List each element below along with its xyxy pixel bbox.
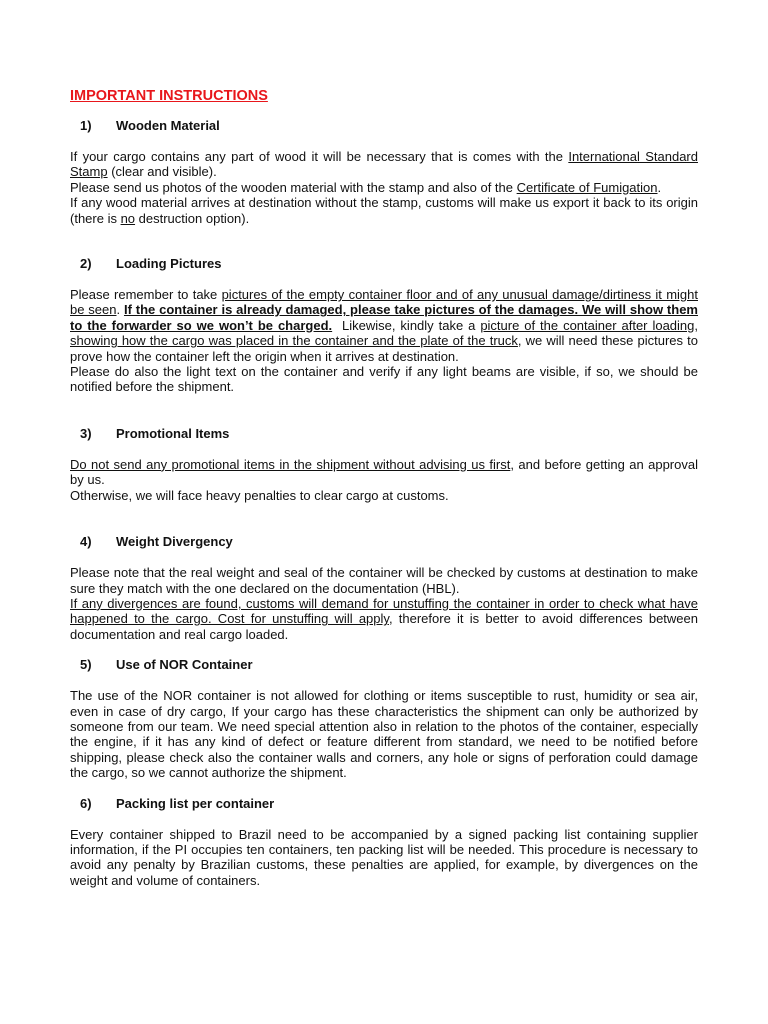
section-number: 5) bbox=[80, 657, 92, 673]
section-nor-container bbox=[70, 657, 698, 780]
text: (clear and visible). bbox=[107, 164, 217, 180]
section-title: Weight Divergency bbox=[116, 534, 233, 550]
bold-underlined-text: If the container is already damaged, please take pictures of the damages. We will show them to the forwarder so we won’t be charged. bbox=[70, 302, 698, 333]
text: Please remember to take bbox=[70, 287, 222, 303]
text: . bbox=[657, 179, 662, 195]
section-number: 1) bbox=[80, 118, 92, 133]
section-heading bbox=[80, 796, 698, 812]
underlined-text: If any divergences are found, customs will demand for unstuffing the container in order to check what have happened to the cargo. Cost for unstuffing will apply bbox=[70, 595, 698, 627]
paragraph: Otherwise, we will face heavy penalties to clear cargo at customs. bbox=[70, 487, 449, 503]
paragraph: Please do also the light text on the container and verify if any light beams are visible, if so, we should be notified before the shipment. bbox=[70, 364, 698, 395]
document-page bbox=[70, 86, 698, 888]
text: If your cargo contains any part of wood it will be necessary that is comes with the bbox=[70, 149, 569, 164]
section-loading-pictures bbox=[70, 256, 698, 395]
section-number: 2) bbox=[80, 256, 92, 272]
text: , and before getting an approval by us. bbox=[70, 456, 698, 488]
section-title: Use of NOR Container bbox=[116, 657, 253, 673]
section-promotional-items bbox=[70, 426, 698, 503]
text: . bbox=[116, 302, 124, 318]
section-title: Promotional Items bbox=[116, 425, 230, 441]
section-number: 3) bbox=[80, 425, 92, 441]
underlined-text: Certificate of Fumigation bbox=[516, 179, 658, 195]
paragraph bbox=[70, 457, 698, 488]
section-title: Wooden Material bbox=[116, 118, 220, 133]
section-heading bbox=[80, 256, 698, 272]
underlined-text: International Standard Stamp bbox=[70, 149, 698, 180]
document-title: IMPORTANT INSTRUCTIONS bbox=[70, 88, 268, 104]
paragraph bbox=[70, 149, 698, 180]
paragraph: Please note that the real weight and seal of the container will be checked by customs at destination to make sure they match with the one declared on the documentation (HBL). bbox=[70, 565, 698, 596]
section-heading bbox=[80, 426, 698, 442]
paragraph bbox=[70, 287, 698, 364]
paragraph bbox=[70, 180, 698, 195]
text: , therefore it is better to avoid differences between documentation and real cargo loaded. bbox=[70, 611, 698, 642]
paragraph bbox=[70, 195, 698, 226]
underlined-text: Do not send any promotional items in the shipment without advising us first bbox=[70, 456, 511, 472]
underlined-text: picture of the container after loading, showing how the cargo was placed in the container and the plate of the truck bbox=[70, 317, 698, 349]
section-heading bbox=[80, 534, 698, 550]
section-weight-divergency bbox=[70, 534, 698, 642]
section-number: 4) bbox=[80, 534, 92, 550]
section-title: Loading Pictures bbox=[116, 256, 222, 272]
paragraph: Every container shipped to Brazil need to be accompanied by a signed packing list containing supplier information, if the PI occupies ten containers, ten packing list will be needed. This procedure is necessary to avoid any penalty by Brazilian customs, these penalties are applied, for example, by divergences on the weight and volume of containers. bbox=[70, 826, 698, 888]
text: , we will need these pictures to prove how the container left the origin when it arrives at destination. bbox=[70, 333, 698, 364]
text: Likewise, kindly take a bbox=[332, 317, 481, 333]
section-heading bbox=[80, 118, 698, 134]
section-heading bbox=[80, 657, 698, 673]
underlined-text: pictures of the empty container floor and of any unusual damage/dirtiness it might be seen bbox=[70, 287, 698, 318]
section-number: 6) bbox=[80, 795, 92, 811]
underlined-text: no bbox=[120, 210, 136, 226]
section-title: Packing list per container bbox=[116, 795, 275, 811]
section-packing-list bbox=[70, 796, 698, 889]
text: If any wood material arrives at destination without the stamp, customs will make us export it back to its origin (there is bbox=[70, 195, 698, 226]
paragraph: The use of the NOR container is not allowed for clothing or items susceptible to rust, humidity or sea air, even in case of dry cargo, If your cargo has these characteristics the shipment can only be authorized by someone from our team. We need special attention also in relation to the photos of the container, especially the engine, if it has any kind of defect or feature different from standard, we need to be notified before shipping, please check also the container walls and corners, any hole or signs of perforation could damage the cargo, so we cannot authorize the shipment. bbox=[70, 688, 698, 781]
section-wooden-material bbox=[70, 118, 698, 226]
text: destruction option). bbox=[135, 210, 250, 226]
text: Please send us photos of the wooden material with the stamp and also of the bbox=[70, 179, 517, 195]
paragraph bbox=[70, 596, 698, 642]
